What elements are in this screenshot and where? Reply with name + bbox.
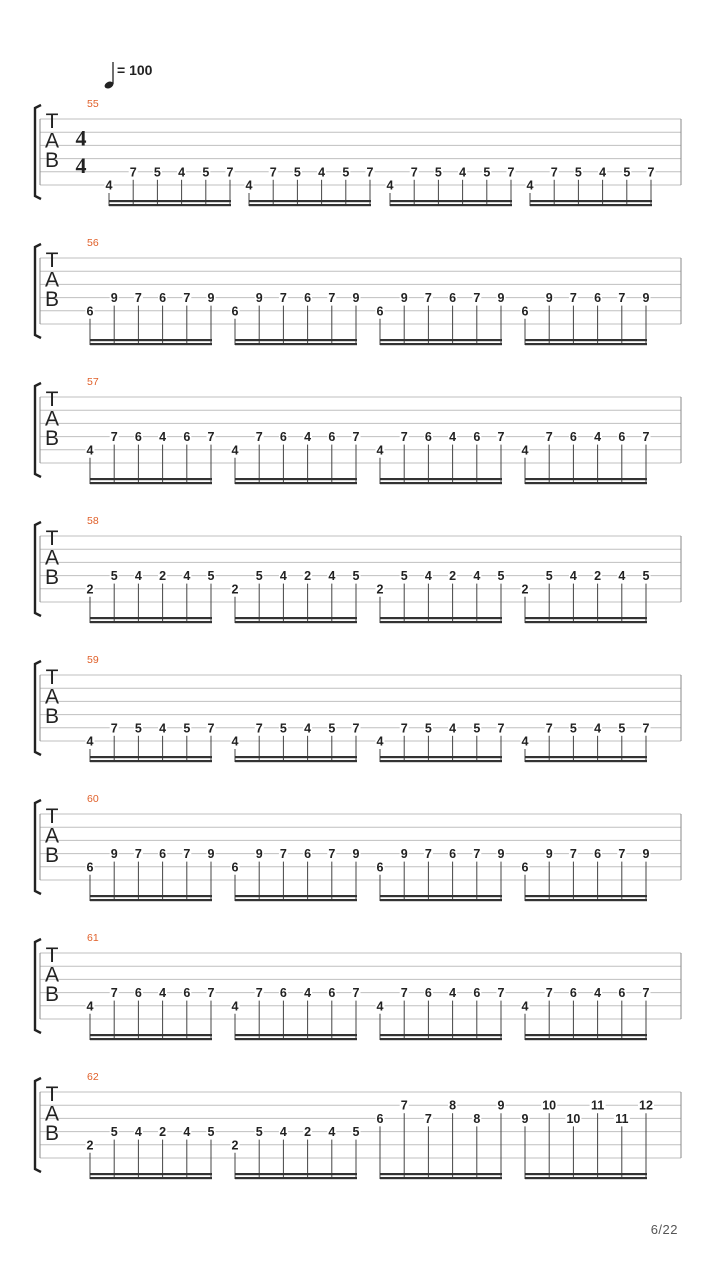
- fret-number: 6: [424, 986, 432, 1001]
- fret-number: 4: [473, 569, 481, 584]
- fret-number: 2: [86, 1138, 94, 1153]
- fret-number: 2: [376, 582, 384, 597]
- beam: [109, 204, 231, 206]
- tab-clef-letter: T: [45, 805, 59, 829]
- beam: [380, 343, 502, 345]
- beam: [235, 895, 357, 897]
- tab-clef-letter: B: [44, 844, 60, 868]
- fret-number: 7: [255, 430, 263, 445]
- fret-number: 7: [279, 847, 287, 862]
- beam: [235, 1173, 357, 1175]
- tab-clef-letter: A: [44, 685, 60, 709]
- fret-number: 7: [110, 430, 118, 445]
- beam: [380, 895, 502, 897]
- fret-number: 5: [207, 569, 215, 584]
- fret-number: 6: [159, 291, 167, 306]
- beam: [380, 1038, 502, 1040]
- fret-number: 7: [424, 1111, 432, 1126]
- beam: [525, 621, 647, 623]
- fret-number: 9: [255, 847, 263, 862]
- fret-number: 9: [545, 291, 553, 306]
- fret-number: 4: [521, 999, 529, 1014]
- fret-number: 6: [376, 1111, 384, 1126]
- fret-number: 5: [342, 165, 350, 180]
- beam: [525, 899, 647, 901]
- fret-number: 7: [226, 165, 234, 180]
- fret-number: 6: [376, 860, 384, 875]
- tab-clef-letter: T: [45, 249, 59, 273]
- fret-number: 4: [594, 430, 602, 445]
- fret-number: 2: [159, 1125, 167, 1140]
- fret-number: 7: [400, 430, 408, 445]
- fret-number: 9: [497, 847, 505, 862]
- fret-number: 4: [183, 569, 191, 584]
- fret-number: 9: [521, 1111, 529, 1126]
- fret-number: 4: [376, 443, 384, 458]
- fret-number: 7: [569, 291, 577, 306]
- fret-number: 2: [231, 582, 239, 597]
- fret-number: 4: [159, 721, 167, 736]
- fret-number: 9: [110, 291, 118, 306]
- fret-number: 6: [594, 847, 602, 862]
- fret-number: 5: [623, 165, 631, 180]
- beam: [380, 1034, 502, 1036]
- fret-number: 7: [642, 430, 650, 445]
- measure-number: 60: [87, 793, 99, 805]
- fret-number: 7: [129, 165, 137, 180]
- fret-number: 6: [328, 986, 336, 1001]
- fret-number: 8: [473, 1111, 481, 1126]
- beam: [525, 756, 647, 758]
- fret-number: 4: [86, 734, 94, 749]
- fret-number: 7: [642, 721, 650, 736]
- tab-clef-letter: B: [44, 427, 60, 451]
- fret-number: 7: [400, 721, 408, 736]
- fret-number: 7: [497, 986, 505, 1001]
- fret-number: 4: [183, 1125, 191, 1140]
- beam: [380, 1173, 502, 1175]
- beam: [525, 1038, 647, 1040]
- fret-number: 10: [566, 1111, 581, 1126]
- beam: [235, 760, 357, 762]
- fret-number: 4: [594, 986, 602, 1001]
- fret-number: 7: [183, 291, 191, 306]
- beam: [235, 339, 357, 341]
- tab-clef-letter: A: [44, 1102, 60, 1126]
- fret-number: 6: [424, 430, 432, 445]
- fret-number: 9: [400, 291, 408, 306]
- fret-number: 6: [473, 986, 481, 1001]
- fret-number: 5: [328, 721, 336, 736]
- fret-number: 4: [521, 734, 529, 749]
- tab-clef-letter: T: [45, 944, 59, 968]
- fret-number: 7: [497, 721, 505, 736]
- fret-number: 2: [86, 582, 94, 597]
- fret-number: 5: [434, 165, 442, 180]
- fret-number: 5: [202, 165, 210, 180]
- fret-number: 4: [279, 569, 287, 584]
- beam: [525, 617, 647, 619]
- beam: [380, 1177, 502, 1179]
- fret-number: 7: [507, 165, 515, 180]
- beam: [90, 621, 212, 623]
- fret-number: 4: [134, 1125, 142, 1140]
- fret-number: 7: [269, 165, 277, 180]
- fret-number: 6: [449, 847, 457, 862]
- beam: [235, 478, 357, 480]
- fret-number: 5: [569, 721, 577, 736]
- fret-number: 5: [473, 721, 481, 736]
- fret-number: 4: [304, 721, 312, 736]
- fret-number: 6: [134, 430, 142, 445]
- beam: [380, 756, 502, 758]
- fret-number: 6: [521, 860, 529, 875]
- tab-clef-letter: A: [44, 407, 60, 431]
- fret-number: 4: [231, 443, 239, 458]
- measure-number: 61: [87, 932, 99, 944]
- fret-number: 5: [279, 721, 287, 736]
- fret-number: 5: [424, 721, 432, 736]
- fret-number: 7: [642, 986, 650, 1001]
- fret-number: 4: [328, 1125, 336, 1140]
- tab-clef-letter: T: [45, 527, 59, 551]
- beam: [90, 1177, 212, 1179]
- beam: [235, 621, 357, 623]
- fret-number: 9: [545, 847, 553, 862]
- fret-number: 4: [328, 569, 336, 584]
- beam: [525, 343, 647, 345]
- fret-number: 7: [110, 721, 118, 736]
- fret-number: 9: [255, 291, 263, 306]
- tab-clef-letter: B: [44, 566, 60, 590]
- fret-number: 5: [618, 721, 626, 736]
- fret-number: 7: [497, 430, 505, 445]
- fret-number: 5: [255, 1125, 263, 1140]
- fret-number: 6: [618, 986, 626, 1001]
- fret-number: 6: [279, 430, 287, 445]
- fret-number: 4: [599, 165, 607, 180]
- tempo-marking: = 100: [117, 62, 153, 78]
- fret-number: 7: [618, 847, 626, 862]
- fret-number: 4: [449, 721, 457, 736]
- tab-clef-letter: B: [44, 705, 60, 729]
- fret-number: 9: [400, 847, 408, 862]
- beam: [390, 200, 512, 202]
- fret-number: 4: [159, 986, 167, 1001]
- tab-clef-letter: A: [44, 963, 60, 987]
- fret-number: 4: [231, 999, 239, 1014]
- beam: [530, 204, 652, 206]
- fret-number: 2: [304, 1125, 312, 1140]
- beam: [90, 617, 212, 619]
- fret-number: 7: [328, 291, 336, 306]
- tab-clef-letter: A: [44, 824, 60, 848]
- fret-number: 4: [304, 430, 312, 445]
- beam: [525, 1177, 647, 1179]
- measure-number: 62: [87, 1071, 99, 1083]
- fret-number: 7: [400, 1098, 408, 1113]
- fret-number: 9: [110, 847, 118, 862]
- fret-number: 9: [207, 291, 215, 306]
- fret-number: 9: [642, 847, 650, 862]
- fret-number: 5: [483, 165, 491, 180]
- tab-clef-letter: T: [45, 110, 59, 134]
- beam: [380, 899, 502, 901]
- beam: [249, 200, 371, 202]
- fret-number: 7: [410, 165, 418, 180]
- beam: [525, 1173, 647, 1175]
- beam: [525, 895, 647, 897]
- beam: [90, 478, 212, 480]
- fret-number: 5: [352, 1125, 360, 1140]
- tab-clef-letter: A: [44, 546, 60, 570]
- fret-number: 4: [105, 178, 113, 193]
- fret-number: 7: [255, 721, 263, 736]
- fret-number: 5: [255, 569, 263, 584]
- fret-number: 4: [449, 986, 457, 1001]
- fret-number: 6: [134, 986, 142, 1001]
- fret-number: 4: [521, 443, 529, 458]
- beam: [530, 200, 652, 202]
- measure-number: 58: [87, 515, 99, 527]
- fret-number: 7: [352, 721, 360, 736]
- beam: [235, 617, 357, 619]
- fret-number: 4: [386, 178, 394, 193]
- fret-number: 4: [594, 721, 602, 736]
- fret-number: 5: [183, 721, 191, 736]
- beam: [90, 482, 212, 484]
- fret-number: 4: [569, 569, 577, 584]
- fret-number: 7: [545, 430, 553, 445]
- fret-number: 5: [497, 569, 505, 584]
- fret-number: 4: [86, 999, 94, 1014]
- fret-number: 6: [86, 304, 94, 319]
- fret-number: 6: [183, 430, 191, 445]
- beam: [90, 1173, 212, 1175]
- beam: [380, 339, 502, 341]
- fret-number: 9: [207, 847, 215, 862]
- fret-number: 5: [642, 569, 650, 584]
- measure-number: 56: [87, 237, 99, 249]
- beam: [90, 899, 212, 901]
- fret-number: 7: [183, 847, 191, 862]
- beam: [380, 478, 502, 480]
- fret-number: 4: [279, 1125, 287, 1140]
- fret-number: 5: [574, 165, 582, 180]
- beam: [390, 204, 512, 206]
- fret-number: 4: [304, 986, 312, 1001]
- fret-number: 10: [542, 1098, 557, 1113]
- fret-number: 6: [376, 304, 384, 319]
- fret-number: 6: [328, 430, 336, 445]
- quarter-note-icon: [104, 60, 118, 90]
- fret-number: 6: [183, 986, 191, 1001]
- fret-number: 4: [424, 569, 432, 584]
- tab-clef-letter: A: [44, 268, 60, 292]
- fret-number: 6: [231, 304, 239, 319]
- beam: [525, 482, 647, 484]
- fret-number: 2: [594, 569, 602, 584]
- beam: [380, 482, 502, 484]
- page-number: 6/22: [650, 1222, 678, 1237]
- beam: [525, 339, 647, 341]
- tab-clef-letter: T: [45, 666, 59, 690]
- fret-number: 9: [497, 1098, 505, 1113]
- fret-number: 4: [178, 165, 186, 180]
- fret-number: 6: [473, 430, 481, 445]
- fret-number: 7: [207, 721, 215, 736]
- fret-number: 6: [304, 291, 312, 306]
- fret-number: 6: [449, 291, 457, 306]
- beam: [380, 621, 502, 623]
- beam: [90, 1038, 212, 1040]
- beam: [380, 617, 502, 619]
- beam: [235, 1038, 357, 1040]
- beam: [90, 1034, 212, 1036]
- fret-number: 6: [569, 986, 577, 1001]
- fret-number: 7: [424, 847, 432, 862]
- fret-number: 7: [647, 165, 655, 180]
- fret-number: 5: [293, 165, 301, 180]
- fret-number: 5: [352, 569, 360, 584]
- beam: [90, 895, 212, 897]
- fret-number: 2: [231, 1138, 239, 1153]
- fret-number: 4: [231, 734, 239, 749]
- fret-number: 4: [449, 430, 457, 445]
- beam: [235, 756, 357, 758]
- fret-number: 7: [400, 986, 408, 1001]
- fret-number: 7: [207, 986, 215, 1001]
- fret-number: 7: [569, 847, 577, 862]
- fret-number: 7: [134, 847, 142, 862]
- fret-number: 4: [318, 165, 326, 180]
- tab-clef-letter: B: [44, 1122, 60, 1146]
- fret-number: 9: [352, 291, 360, 306]
- fret-number: 7: [545, 721, 553, 736]
- beam: [235, 482, 357, 484]
- fret-number: 11: [615, 1111, 629, 1126]
- tab-clef-letter: B: [44, 288, 60, 312]
- fret-number: 7: [545, 986, 553, 1001]
- fret-number: 7: [473, 847, 481, 862]
- fret-number: 9: [352, 847, 360, 862]
- fret-number: 5: [153, 165, 161, 180]
- fret-number: 9: [497, 291, 505, 306]
- fret-number: 4: [245, 178, 253, 193]
- beam: [235, 1034, 357, 1036]
- beam: [380, 760, 502, 762]
- fret-number: 5: [110, 1125, 118, 1140]
- fret-number: 6: [86, 860, 94, 875]
- fret-number: 7: [279, 291, 287, 306]
- beam: [90, 343, 212, 345]
- fret-number: 7: [366, 165, 374, 180]
- fret-number: 12: [639, 1098, 653, 1113]
- fret-number: 7: [255, 986, 263, 1001]
- tab-clef-letter: T: [45, 1083, 59, 1107]
- fret-number: 11: [590, 1098, 605, 1113]
- beam: [249, 204, 371, 206]
- fret-number: 6: [159, 847, 167, 862]
- measure-number: 59: [87, 654, 99, 666]
- fret-number: 4: [159, 430, 167, 445]
- fret-number: 4: [376, 999, 384, 1014]
- beam: [525, 1034, 647, 1036]
- fret-number: 6: [569, 430, 577, 445]
- fret-number: 4: [618, 569, 626, 584]
- tab-clef-letter: B: [44, 983, 60, 1007]
- fret-number: 7: [550, 165, 558, 180]
- fret-number: 7: [134, 291, 142, 306]
- beam: [109, 200, 231, 202]
- fret-number: 4: [459, 165, 467, 180]
- fret-number: 7: [328, 847, 336, 862]
- fret-number: 7: [424, 291, 432, 306]
- fret-number: 7: [352, 986, 360, 1001]
- fret-number: 2: [521, 582, 529, 597]
- fret-number: 6: [618, 430, 626, 445]
- fret-number: 6: [521, 304, 529, 319]
- tab-clef-letter: B: [44, 149, 60, 173]
- fret-number: 7: [207, 430, 215, 445]
- fret-number: 5: [545, 569, 553, 584]
- fret-number: 7: [110, 986, 118, 1001]
- fret-number: 4: [376, 734, 384, 749]
- fret-number: 7: [352, 430, 360, 445]
- beam: [235, 343, 357, 345]
- fret-number: 6: [304, 847, 312, 862]
- fret-number: 5: [207, 1125, 215, 1140]
- beam: [235, 1177, 357, 1179]
- fret-number: 2: [449, 569, 457, 584]
- beam: [90, 339, 212, 341]
- fret-number: 5: [134, 721, 142, 736]
- fret-number: 4: [86, 443, 94, 458]
- fret-number: 9: [642, 291, 650, 306]
- measure-number: 55: [87, 98, 99, 110]
- tab-clef-letter: T: [45, 388, 59, 412]
- beam: [90, 756, 212, 758]
- beam: [525, 760, 647, 762]
- fret-number: 6: [231, 860, 239, 875]
- time-signature-numerator: 4: [75, 125, 87, 151]
- fret-number: 2: [304, 569, 312, 584]
- fret-number: 5: [400, 569, 408, 584]
- fret-number: 6: [594, 291, 602, 306]
- beam: [90, 760, 212, 762]
- beam: [525, 478, 647, 480]
- fret-number: 2: [159, 569, 167, 584]
- time-signature-denominator: 4: [75, 152, 87, 178]
- fret-number: 7: [473, 291, 481, 306]
- fret-number: 6: [279, 986, 287, 1001]
- beam: [235, 899, 357, 901]
- measure-number: 57: [87, 376, 99, 388]
- fret-number: 8: [449, 1098, 457, 1113]
- fret-number: 4: [134, 569, 142, 584]
- fret-number: 7: [618, 291, 626, 306]
- fret-number: 5: [110, 569, 118, 584]
- fret-number: 4: [526, 178, 534, 193]
- tab-clef-letter: A: [44, 129, 60, 153]
